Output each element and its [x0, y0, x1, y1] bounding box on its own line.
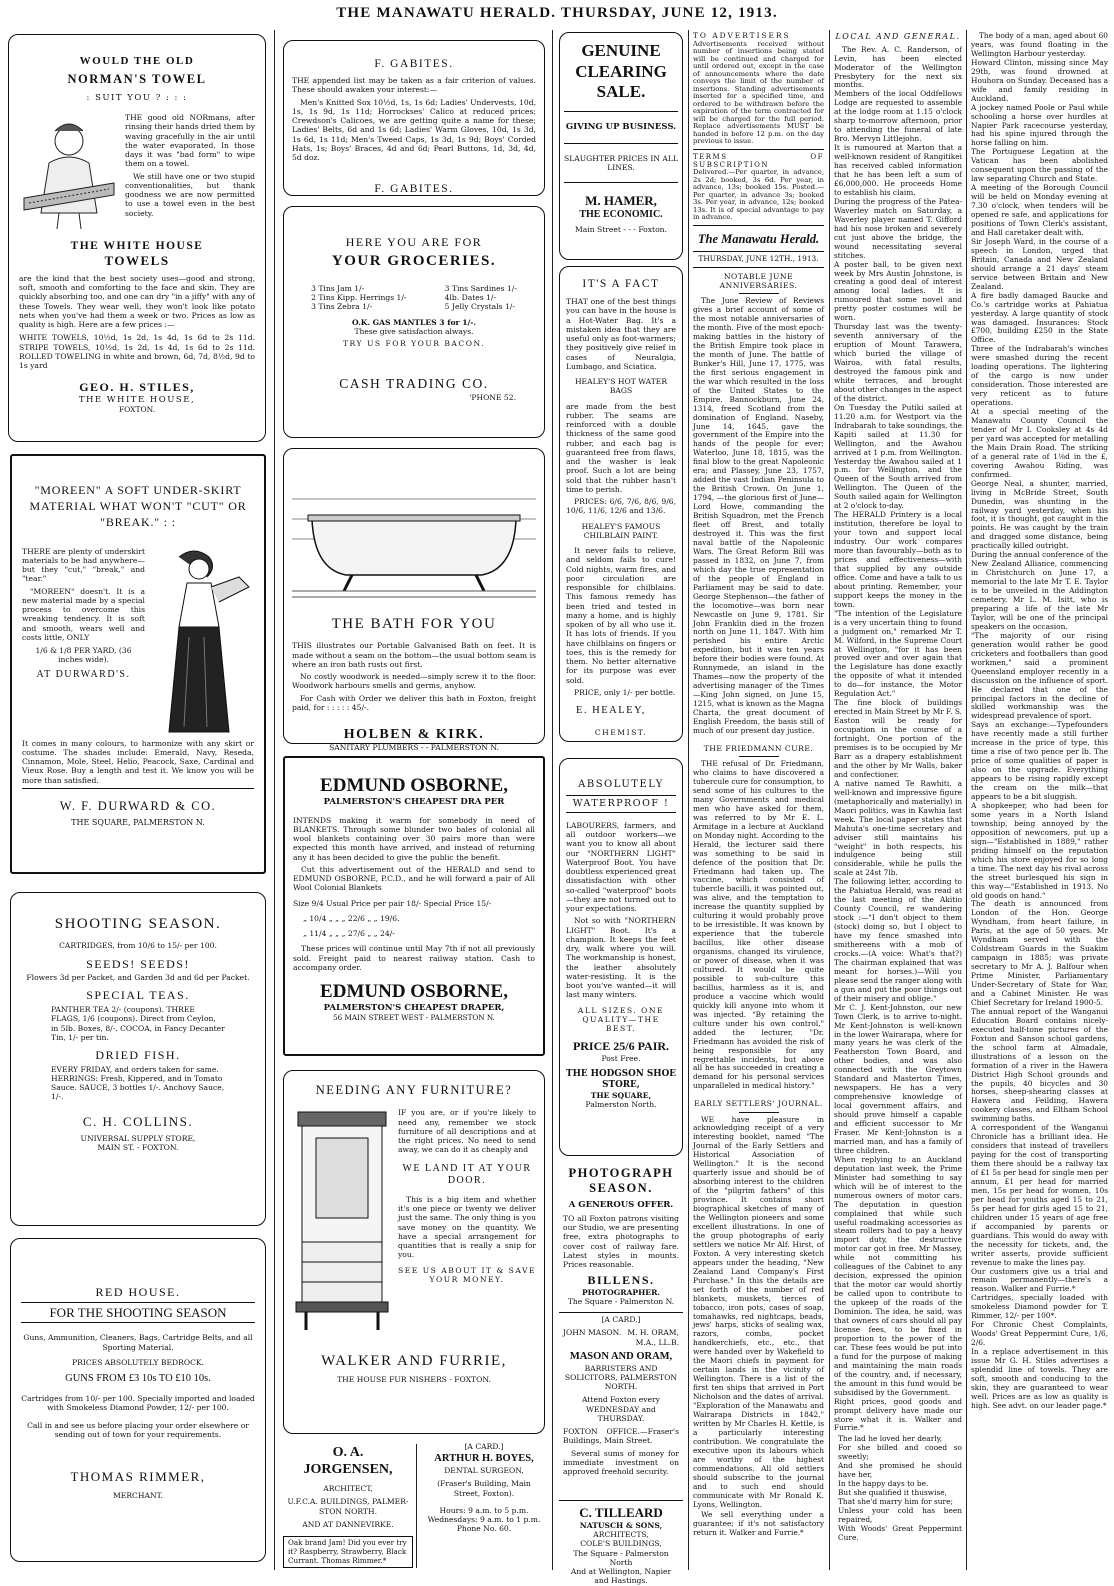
slaughter-line: SLAUGHTER PRICES IN ALL LINES. — [564, 153, 678, 172]
towel-intro: THE good old NORmans, after rinsing their hands dried them by waving gracefully in the air until the water evaporated. In those days it was "bad form" to wipe them on a towel. — [125, 113, 255, 169]
hodgson-square: THE SQUARE, — [590, 1090, 652, 1100]
gas-mantles-line: O.K. GAS MANTLES 3 for 1/-. — [351, 317, 477, 327]
tilleard-address: The Square - Palmerston North — [573, 1548, 669, 1567]
natusch-name: NATUSCH & SONS, — [579, 1520, 663, 1530]
column-rule — [274, 30, 275, 1570]
tilleard-card — [559, 1500, 683, 1586]
jorgensen-card — [283, 1440, 413, 1536]
anniversaries-article: The June Review of Reviews gives a brief account of some of the most notable anniversaries of the month. Five of the most epoch-making battles in the history of the British Empire took place in the month of June. The battle of Bunker's Hill, June 17, 1775, was the first serious engagement in the war which resulted in the loss of the United States to the Empire. Bannockburn, June 24, 1314, freed Scotland from the domination of England. Naseby, June 14, 1645, gave the government of the Empire into the hands of the people for ever; Waterloo, June 18, 1815, was the final blow to the great Napoleonic era; and Plassey, June 23, 1757, added the vast Indian Peninsula to the British Crown. On June 1, 1794, —the glorious first of June—Lord Howe, commanding the British Squadron, met the French fleet off Brest, and totally destroyed it. This was the first naval battle of the Napoleonic Wars. The Great Reform Bill was passed in 1832, on June 7, from which day the true representation of the people of England in Parliament may be said to date. George Stephenson—the father of the locomotive—was born near Newcastle on June 9, 1781. Sir John Franklin died in the frozen north on June 11, 1847. With him perished his entire Arctic expedition, but it was ten years before their bodies were found. At Runnymede, an island in the Thames—now the property of the advertising manager of the Times—King John signed, on June 15, 1215, what is known as the Magna Charta, the great document of English Freedom, the basis still of much of our present day justice. — [693, 296, 824, 735]
bather-illustration — [19, 113, 119, 233]
news-column — [971, 32, 1108, 1568]
clearing-sale-advert — [559, 32, 683, 260]
paper-title: The Manawatu Herald. — [697, 231, 820, 246]
holben-kirk-signature: HOLBEN & KIRK. — [343, 727, 485, 743]
northern-light-body: Not so with "NORTHERN LIGHT" Boot. It's a champion. It keeps the feet dry, walk where you will. The workmanship is honest, the leather absolutely water-resisting. It is the boot you've wanted—it will last many winters. — [566, 916, 676, 1000]
teas-list: PANTHER TEA 2/- (coupons). THREE FLAGS, 1/6 (coupons). Direct from Ceylon, in 5lb. Boxes, 8/-. COCOA, in Fancy Decanter Tin, 1/- per tin. — [51, 1005, 225, 1042]
osborne-heading: EDMUND OSBORNE, — [320, 775, 508, 796]
column-rule — [552, 30, 553, 1570]
settlers-article: WE have pleasure in acknowledging receipt of a very interesting booklet, named "The Journal of the Early Settlers and Historical Association of Wellington." It is the second quarterly issue and should be of absorbing interest to the children of the "pilgrim fathers" of this province. It contains short biographical sketches of many of the Wellington pioneers and some excellent illustrations. In one of the group photographs of early settlers we notice Mr Alf. Hirst, of Foxton. A very interesting sketch appears under the heading, "New Zealand Land Company's First Purchase." In this the details are set forth of the number of red blankets, muskets, tierces of tobacco, iron pots, cases of soap, tomahawks, red nightcaps, beads, jews' harps, sticks of sealing wax, razors, combs, pocket handkerchiefs, etc., etc., that were handed over by Wakefield to the Maori chiefs in payment for certain lands in the vicinity of Wellington. There is a list of the first ten ships that arrived in Port Nicholson and the dates of arrival. "Exploration of the Manawatu and Wairarapa Districts in 1842," written by Mr Charles H. Kettle, is a particularly interesting contribution. We congratulate the executive upon its labours which are worthy of the highest commendations. All old settlers should subscribe to the journal and to such end should communicate with Mr Ronald K. Lyons, Wellington. — [693, 1114, 824, 1509]
healey-title: CHEMIST. — [594, 727, 648, 737]
economic-name: THE ECONOMIC. — [579, 208, 663, 220]
bath-illustration — [292, 479, 536, 599]
mason-oram-heading: MASON AND ORAM, — [569, 1350, 673, 1362]
blanket-price-row: Size 9/4 Usual Price per pair 18/- Special Price 15/- — [293, 898, 492, 908]
rimmer-signature: THOMAS RIMMER, — [70, 1469, 206, 1485]
durward-address: THE SQUARE, PALMERSTON N. — [71, 818, 205, 828]
mason-oram-card — [559, 1312, 683, 1496]
mason-oram-office: FOXTON OFFICE.—Fraser's Buildings, Main Street. — [563, 1427, 679, 1446]
jorgensen-title: ARCHITECT, — [323, 1484, 373, 1494]
osborne-address: 56 MAIN STREET WEST - PALMERSTON N. — [333, 1012, 495, 1022]
walker-furrie-address: THE HOUSE FUR NISHERS - FOXTON. — [337, 1374, 491, 1384]
satisfaction-line: These give satisfaction always. — [354, 326, 474, 336]
white-house-title: THE WHITE HOUSE — [70, 240, 204, 253]
gabites-list: Men's Knitted Sox 10½d, 1s, 1s 6d; Ladies' Undervests, 10d, 1s, 1s 9d, 1s 11d; Horrockses' Calico at reduced prices; Crewdson's Calicoes, we are getting quite a name for these; Ladies' Belts, 6d and 1s 6d; Ladies' Warm Gloves, 10d, 1s 3d, 1s 6d, 1s 11d; Men's Tweed Caps, 1s 3d, 1s 9d; Boys' Corded Hats, 1s; Boys' Braces, 4d and 6d; Pearl Buttons, 1d, 3d, 4d, 5d doz. — [292, 97, 536, 163]
column-rule — [416, 1444, 417, 1568]
grocery-item: 5 Jelly Crystals 1/- — [444, 302, 515, 312]
moreen-at-durwards: AT DURWARD'S. — [36, 668, 131, 680]
local-general-column — [834, 32, 962, 1568]
generous-offer-heading: A GENEROUS OFFER. — [568, 1199, 674, 1210]
save-money-line: SEE US ABOUT IT & SAVE YOUR MONEY. — [398, 1265, 537, 1284]
towel-heading: WOULD THE OLD — [79, 55, 195, 67]
guns-price-line: GUNS FROM £3 10s TO £10 10s. — [65, 1373, 211, 1385]
billens-title: PHOTOGRAPHER. — [581, 1287, 661, 1297]
column-rule — [829, 30, 830, 1570]
hot-water-heading: HEALEY'S HOT WATER BAGS — [574, 377, 668, 396]
issue-date: THURSDAY, JUNE 12TH., 1913. — [698, 253, 819, 263]
towel-heading: NORMAN'S TOWEL — [67, 72, 207, 87]
photograph-body: TO all Foxton patrons visiting our Studio, we are presenting free, extra photographs to cover cost of railway fare. Latest styles in mounts. Prices reasonable. — [563, 1213, 679, 1270]
gabites-intro: THE appended list may be taken as a fair criterion of values. These should awaken your interest:— — [292, 76, 536, 95]
boyes-name: ARTHUR H. BOYES, — [434, 1453, 534, 1465]
healey-advert — [559, 266, 683, 742]
mason-name: JOHN MASON. — [563, 1328, 622, 1338]
advertisers-notice: Advertisements received without number of insertions being stated will be continued and charged for until ordered out, except in the case of announcements where the date conveys the limit of the number of insertions. Standing advertisements inserted for a specified time, and ordered to be withdrawn before the expiration of the term contracted for will be charged for the full period. Replace advertisements MUST be handed in before 12 p.m. on the day previous to issue. — [693, 39, 824, 146]
furniture-heading: NEEDING ANY FURNITURE? — [315, 1083, 513, 1097]
towel-subheading: : SUIT YOU ? : : : — [86, 92, 188, 103]
jorgensen-name: O. A. JORGENSEN, — [303, 1445, 393, 1478]
giving-up-line: GIVING UP BUSINESS. — [565, 122, 677, 133]
healey-signature: E. HEALEY, — [576, 705, 646, 717]
towels-title: TOWELS — [104, 253, 170, 269]
column-rule — [966, 30, 967, 1570]
anniversaries-heading: NOTABLE JUNE ANNIVERSARIES. — [693, 272, 824, 294]
guns-line: Guns, Ammunition, Cleaners, Bags, Cartridge Belts, and all Sporting Material. — [23, 1333, 253, 1352]
boyes-phone: Phone No. 60. — [456, 1524, 512, 1534]
mason-oram-money: Several sums of money for immediate investment on approved freehold security. — [563, 1448, 679, 1477]
bath-heading: THE BATH FOR YOU — [331, 616, 497, 632]
grocery-item: 3 Tins Zebra 1/- — [311, 302, 373, 312]
mason-card-label: [A CARD.] — [601, 1315, 641, 1324]
furniture-intro: IF you are, or if you're likely to need any, remember we stock furniture of all descriptions and at the right prices. No need to send away, we can do it as cheaply and — [398, 1108, 536, 1155]
waterproof-advert — [559, 758, 683, 1156]
cash-trading-signature: CASH TRADING CO. — [339, 376, 489, 392]
shooting-season-advert — [10, 892, 266, 1226]
tilleard-name: C. TILLEARD — [579, 1505, 663, 1520]
collins-store: UNIVERSAL SUPPLY STORE, — [80, 1133, 196, 1143]
stiles-signature: GEO. H. STILES, — [79, 380, 195, 395]
masthead: THE MANAWATU HERALD. THURSDAY, JUNE 12, 1913. — [336, 5, 778, 21]
fish-heading: DRIED FISH. — [95, 1048, 181, 1063]
mason-oram-title: BARRISTERS AND SOLICITORS, PALMERSTON NORTH. — [564, 1363, 678, 1392]
walker-furrie-signature: WALKER AND FURRIE, — [321, 1353, 507, 1370]
guarantee-notice: We sell everything under a guarantee; if it's not satisfactory return it. Walker and Furrie.* — [693, 1510, 824, 1538]
tilleard-title: ARCHITECTS, — [593, 1530, 649, 1540]
friedmann-article: THE refusal of Dr. Friedmann, who claims to have discovered a tubercule cure for consumption, to send some of his cultures to the many Governments and medical men who have asked for them, was referred to by Mr E. L. Armitage in a lecture at Auckland on Monday night. According to the Herald, the lecturer said there was something to be said in defence of the position that Dr. Friedmann had taken up. The vaccine, which consisted of tubercle bacilli, it was pointed out, was alive, and the temptation to increase the quantity supplied by culturing it would probably prove to be irresistible. It was known by experience that the tubercle bacillus, like other disease organisms, changed its virulence, or power of disease, when it was cultured. It would be quite possible to sub-culture this bacillus, harmless as it is, and produce a vaccine which would quickly kill anyone into whom it was injected. "By retaining the culture under his own control," added the lecturer, "Dr. Friedmann has avoided the risk of being responsible for any regrettable incidents, but above all he has succeeded in creating a demand for his personal services unparalleled in medical history." — [693, 759, 824, 1091]
furniture-paragraph: This is a big item and whether it's one piece or twenty we deliver just the same. The only thing is you save money on the quantity. We have a special arrangement for quantities that is really a snip for you. — [398, 1194, 536, 1260]
moreen-price: 1/6 & 1/8 PER YARD, (36 inches wide). — [35, 646, 132, 665]
mason-oram-attend: Attend Foxton every WEDNESDAY and THURSDAY. — [582, 1395, 660, 1423]
subscription-terms: Delivered.—Per quarter, in advance, 2s 2d; booked, 3s 6d. Per year, in advance, 13s; booked 15s. Posted.—Per quarter, in advance 3s; booked 3s. Per year, in advance, 12s; booked 13s. It is of special advantage to pay in advance. — [693, 168, 824, 222]
moreen-colours: It comes in many colours, to harmonize with any skirt or costume. The shades include: Emerald, Navy, Reseda, Cinnamon, Mole, Steel, Helio, Peacock, Saxe, Cardinal and Vieux Rose. Buy a length and test it. We know you will be more than satisfied. — [22, 738, 254, 785]
fact-intro: THAT one of the best things you can have in the house is a Hot-Water Bag. It's a mistaken idea that they are useful only as foot-warmers; they positively give relief in cases of Neuralgia, Lumbago, and Sciatica. — [566, 297, 676, 371]
wardrobe-illustration — [292, 1108, 392, 1334]
bacon-line: TRY US FOR YOUR BACON. — [342, 339, 486, 349]
osborne-terms: These prices will continue until May 7th if not all previously sold. Freight paid to nearest railway station. Cash to accompany order. — [293, 944, 535, 972]
sizes-line: ALL SIZES. ONE QUALITY—THE BEST. — [577, 1005, 665, 1034]
bath-intro: THIS illustrates our Portable Galvanised Bath on feet. It is made without a seam on the bottom—the usual bottom seam is where an iron bath rusts out first. — [292, 641, 536, 669]
hodgson-name: THE HODGSON SHOE STORE, — [566, 1069, 676, 1090]
boot-price: PRICE 25/6 PAIR. — [572, 1039, 670, 1054]
hamer-address: Main Street - - - Foxton. — [575, 225, 667, 235]
peppermint-poem: The lad he loved her dearly, For she billed and cooed so sweetly; And she promised he should have her, In the happy days to be. But she qualified it thuswise, That she'd marry him for sure; Unless your cold has been repaired, With Woods' Great Peppermint Cure. — [838, 1434, 962, 1542]
hodgson-town: Palmerston North. — [585, 1099, 657, 1109]
edmund-osborne-advert — [283, 756, 545, 1056]
moreen-intro: THERE are plenty of underskirt materials to be had anywhere—but they "cut," "break," and "tear." — [22, 546, 145, 584]
boyes-hours: Hours: 9 a.m. to 5 p.m. Wednesdays: 9 a.m. to 1 p.m. — [427, 1505, 541, 1525]
chilblain-body: It never fails to relieve, and seldom fails to cure! Cold nights, warm fires, and poor circulation are responsible for chilblains. This famous remedy has been tried and tested in many a home, and is highly spoken of by all who use it. It has lots of friends. If you have chilblains on fingers or toes, this is the remedy for them. No better alternative for its purpose was ever sold. — [566, 546, 676, 685]
moreen-paragraph: "MOREEN" doesn't. It is a new material made by a special process to overcome this wreaking tendency. It is soft and smooth, wears well and costs little, ONLY — [22, 586, 145, 642]
red-house-heading: RED HOUSE. — [95, 1285, 181, 1299]
gabites-signature: F. GABITES. — [374, 183, 454, 196]
collins-signature: C. H. COLLINS. — [82, 1113, 194, 1129]
towel-paragraph: We still have one or two stupid conventionalities, but thank goodness we are now permitted to use a towel even in the best society. — [125, 171, 255, 218]
jorgensen-branch: AND AT DANNEVIRKE. — [302, 1519, 394, 1529]
boyes-address: (Fraser's Building, Main Street, Foxton). — [437, 1479, 531, 1498]
advertisers-heading: TO ADVERTISERS — [693, 31, 791, 40]
waterproof-heading: WATERPROOF ! — [566, 795, 676, 813]
gabites-heading: F. GABITES. — [374, 58, 454, 70]
groceries-subheading: YOUR GROCERIES. — [331, 252, 497, 269]
blanket-price-row: „ 11/4 „ „ „ 27/6 „ „ 24/- — [303, 929, 395, 939]
red-house-advert — [10, 1238, 266, 1562]
holben-kirk-address: SANITARY PLUMBERS - - PALMERSTON N. — [329, 743, 499, 753]
moreen-advert — [10, 454, 266, 874]
groceries-advert — [283, 206, 545, 438]
seeds-heading: SEEDS! SEEDS! — [86, 956, 190, 971]
jorgensen-address: U.F.C.A. BUILDINGS, PALMER-STON NORTH. — [287, 1497, 409, 1516]
cartridges-line: Cartridges from 10/- per 100. Specially imported and loaded with Smokeless Diamond Powder, 12/- per 100. — [21, 1394, 255, 1413]
absolutely-heading: ABSOLUTELY — [578, 779, 664, 790]
local-general-heading: LOCAL AND GENERAL. — [835, 32, 961, 41]
shooting-season-heading: FOR THE SHOOTING SEASON — [21, 1302, 255, 1324]
boyes-card-label: [A CARD.] — [464, 1442, 504, 1451]
subscription-heading: TERMS OF SUBSCRIPTION — [693, 152, 824, 169]
shooting-heading: SHOOTING SEASON. — [54, 916, 222, 932]
settlers-heading: EARLY SETTLERS' JOURNAL. — [693, 1099, 824, 1112]
stiles-town: FOXTON. — [118, 405, 156, 415]
towel-advert — [8, 34, 266, 442]
tilleard-branches: And at Wellington, Napier and Hastings. — [570, 1567, 672, 1586]
tilleard-building: COLE'S BUILDINGS, — [580, 1539, 662, 1549]
osborne-signature: EDMUND OSBORNE, — [320, 981, 508, 1003]
boyes-title: DENTAL SURGEON, — [444, 1466, 524, 1476]
bedrock-line: PRICES ABSOLUTELY BEDROCK. — [72, 1357, 204, 1367]
stiles-address: THE WHITE HOUSE, — [78, 395, 196, 406]
grocery-item: 3 Tins Jam 1/- — [311, 283, 365, 293]
groceries-heading: HERE YOU ARE FOR — [345, 235, 483, 249]
osborne-intro: INTENDS making it warm for somebody in need of BLANKETS. Through some blunder two bales of colonial all wool blankets containing over 30 pairs more than were expected this month have arrived, and instead of returning any it has been decided to give the public the benefit. — [293, 815, 535, 862]
waterproof-intro: LABOURERS, farmers, and all outdoor workers—we want you to know all about our "NORTHERN LIGHT" Waterproof Boot. You have doubtless experienced great dissatisfaction with other so-called "waterproof" boots—they are not turned out to your expectations. — [566, 820, 676, 914]
moreen-heading: "MOREEN" A SOFT UNDER-SKIRT MATERIAL WHAT WON'T "CUT" OR "BREAK." : : — [29, 483, 247, 530]
chilblain-heading: HEALEY'S FAMOUS CHILBLAIN PAINT. — [581, 521, 661, 540]
genuine-heading: GENUINE — [581, 41, 661, 60]
chilblain-price: PRICE, only 1/- per bottle. — [574, 687, 676, 697]
jam-notice: Oak brand Jam! Did you ever try it? Raspberry, Strawberry, Black Currant. Thomas Rimmer.* — [283, 1536, 413, 1568]
furniture-advert — [283, 1070, 545, 1434]
hamer-name: M. HAMER, — [585, 193, 657, 209]
sale-heading: SALE. — [596, 82, 646, 102]
editorial-column — [693, 32, 824, 1568]
billens-name: BILLENS. — [587, 1273, 655, 1288]
cash-trading-phone: 'PHONE 52. — [469, 392, 516, 402]
hot-water-prices: PRICES: 6/6, 7/6, 8/6, 9/6, 10/6, 11/6, 12/6 and 13/6. — [566, 497, 676, 516]
lady-illustration — [149, 547, 254, 737]
durward-signature: W. F. DURWARD & CO. — [59, 798, 217, 813]
hot-water-body: are made from the best rubber. The seams are reinforced with a double thickness of the same good rubber, and each bag is guaranteed free from flaws, and the washer is leak proof. Such a lot are being sold that the rubber hasn't time to perish. — [566, 401, 676, 494]
land-it-heading: WE LAND IT AT YOUR DOOR. — [402, 1162, 532, 1186]
towel-body: are the kind that the best society uses—good and strong, soft, smooth and comforting to the face and skin. They are quickly absorbing too, and one can dry "in a jiffy" with any of these Towels. They wear well, they won't look like potato nets when you've had them a week or two. Prices as low as quality is high. Here are a few prices :— — [19, 273, 255, 330]
osborne-offer: Cut this advertisement out of the HERALD and send to EDMUND OSBORNE, P.C.D., and he will forward a pair of All Wool Colonial Blankets — [293, 864, 535, 893]
seeds-prices: Flowers 3d per Packet, and Garden 3d and 6d per Packet. — [26, 973, 250, 983]
clearing-heading: CLEARING — [575, 61, 667, 81]
bath-advert — [283, 448, 545, 753]
fish-list: EVERY FRIDAY, and orders taken for same. HERRINGS: Fresh, Kippered, and in Tomato Sauce. SAUCE, 3 bottles 1/-. Anchovy Sauce, 1/-. — [51, 1064, 225, 1102]
blanket-price-row: „ 10/4 „ „ „ 22/6 „ „ 19/6. — [303, 913, 400, 923]
grocery-item: 2 Tins Kipp. Herrings 1/- — [311, 293, 407, 303]
osborne-subheading: PALMERSTON'S CHEAPEST DRA PER — [323, 797, 505, 808]
bath-price: For Cash with Order we deliver this bath in Foxton, freight paid, for : : : : : 45/-. — [292, 693, 536, 712]
teas-heading: SPECIAL TEAS. — [86, 988, 190, 1003]
towel-prices: WHITE TOWELS, 10½d, 1s 2d, 1s 4d, 1s 6d to 2s 11d. STRIPE TOWELS, 10½d, 1s 2d, 1s 4d, 1s 6d to 2s 11d. ROLLED TOWELING in white and brown, 6d, 7d, 8½d, 9d to 1s yard — [19, 333, 255, 371]
boyes-card — [420, 1440, 548, 1568]
column-rule — [688, 30, 689, 1570]
news-text: The body of a man, aged about 60 years, was found floating in the Wellington Harbour yesterday. Howard Clinton, missing since May 29th, was found drowned at Houhora on Sunday. Deceased has a wife and family residing in Auckland. A jockey named Poole or Paul while schooling a horse over hurdles at Napier Park racecourse yesterday, had his spine injured through the horse falling on him. The Portuguese Legation at the Vatican has been abolished consequent upon the passing of the law separating Church and State. A meeting of the Borough Council will be held on Monday evening at 7.30 o'clock, when tenders will be opened re safe, and applications for positions of Town Clerk's assistant, and Hall caretaker dealt with. Sir Joseph Ward, in the course of a speech in London, urged that Britain, Canada and New Zealand should arrange a 21 days' steam service between Britain and New Zealand. A fire badly damaged Baucke and Co.'s cartridge works at Pahiatua yesterday. A large quantity of stock was damaged. Insurances: Stock £700, building £250 in the State Office. Three of the Indrabarah's winches were smashed during the recent loading operations. The lightering of the cargo is now under consideration. Those interested are very reticent as to future operations. At a special meeting of the Manawatu County Council the tender of Mr I. Cooksley at 4s 4d per yard was accepted for metalling the Main Drain Road. The striking of a general rate of 1⅛d in the £, covering Awahou Riding, was confirmed. George Neal, a shunter, married, living in McBride Street, South Dunedin, was shunting in the railway yard yesterday, when his foot, it is thought, got caught in the points. He was caught by the train and dragged some distance, being practically killed outright. During the annual conference of the New Zealand Alliance, commencing in Christchurch on June 17, a memorial to the late Mr T. E. Taylor is to be unveiled in the Addington cemetery. Mr L. M. Isitt, who is preparing a life of the late Mr Taylor, will be one of the principal speakers on the occasion. "The majority of our rising generation would rather be good cricketers and footballers than good workmen," said a prominent Queensland employer recently in a discussion on the influence of sport. He declared that one of the principal factors in the decline of skilled workmanship was the widespread prevalence of sport. Says an exchange:—Typefounders have recently made a still further increase in the price of type, this time a rise of two pence per lb. The price of some qualities of paper is also on the upgrade. Everything appears to be rising rapidly except the cream on the milk—that appears to be a bit sluggish. A shopkeeper, who had been for some years in a North Island township, being annoyed by the opposition of newcomers, put up a sign—"Established in 1889," rather priding himself on the reputation which his store enjoyed for so long a time. The next day his rival across the street burlesqued his sign in this way—"Established in 1913. No old goods on hand." The death is announced from London of the Hon. George Wyndham, from heart failure, in Paris, at the age of 50 years. Mr Wyndham served with the Coldstream Guards in the Suakim campaign in 1885; was private secretary to Mr A. J. Balfour when Prime Minister, Parliamentary Under-Secretary of State for War, and a Cabinet Minister. He was Chief Secretary for Ireland 1900-5. The annual report of the Wanganui Education Board contains nicely-executed half-tone pictures of the Foxton and Sanson school gardens, the school farm at Almadale, illustrations of a lesson on the formation of a river in the Hawera District High School grounds and the pupils, 40 bicycles and 30 horses, sheep-shearing classes at Hawera and Feilding, Hawera cookery classes, and Eltham School swimming baths. A correspondent of the Wanganui Chronicle has a brilliant idea. He considers that instead of travellers paying for the cost of transporting them there should be a railway tax of £1 5s per head for single men per annum, £1 per head for married men, 15s per head for women, 10s per head for youths aged 15 to 21, 5s per head for girls aged 15 to 21, children under 15 years of age free if accompanied by parents or guardians. This would do away with the necessity for tickets, and, the writer asserts, provide sufficient revenue to make the lines pay. Our customers give us a trial and remain permanently—there's a reason. Walker and Furrie.* Cartridges, specially loaded with smokeless Diamond powder for T. Rimmer, 12/- per 100*. For Chronic Chest Complaints, Woods' Great Peppermint Cure, 1/6, 2/6. In a replace advertisement in this issue Mr G. H. Stiles advertises a splendid line of towels. They are soft, smooth and conducing to the skin, they are guaranteed to wear well. Prices are as low as quality is high. See advt. on our leader page.* — [971, 31, 1108, 1410]
oram-name: M. H. ORAM, M.A., LL.B. — [627, 1328, 679, 1347]
gabites-advert — [283, 40, 545, 196]
friedmann-heading: THE FRIEDMANN CURE. — [693, 744, 824, 757]
bath-woodwork: No costly woodwork is needed—simply screw it to the floor. Woodwork harbours smells and germs, anyhow. — [292, 672, 536, 691]
osborne-tagline: PALMERSTON'S CHEAPEST DRAPER, — [323, 1003, 505, 1014]
season-heading: SEASON. — [589, 1181, 653, 1196]
grocery-item: 3 Tins Sardines 1/- — [444, 283, 517, 293]
collins-address: MAIN ST. - FOXTON. — [97, 1142, 179, 1152]
call-in-line: Call in and see us before placing your order elsewhere or sending out of town for your requirements. — [27, 1420, 249, 1439]
post-free-line: Post Free. — [601, 1053, 641, 1063]
cartridge-prices: CARTRIDGES, from 10/6 to 15/- per 100. — [59, 941, 217, 951]
fact-heading: IT'S A FACT — [582, 278, 660, 290]
local-general-text: The Rev. A. C. Randerson, of Levin, has been elected Moderator of the Wellington Presbytery for the next six months. Members of the local Oddfellows Lodge are requested to assemble at the lodge room at 1.15 o'clock sharp to-morrow afternoon, prior to attending the funeral of late Bro. Mervyn Littlejohn. It is rumoured at Marton that a well-known resident of Rangitikei has received cabled information that he has been left a sum of £6,000,000. He proceeds Home to establish his claim. During the progress of the Patea-Waverley match on Saturday, a Waverley player named T. Gifford had his nose broken and severely cut just above the bridge, the wound necessitating several stitches. A poster ball, to be given next week by Mrs Austin Johnstone, is creating a good deal of interest among local ladies. It is rumoured that some novel and pretty poster costumes will be worn. Thursday last was the twenty-seventh anniversary of the eruption of Mount Tarawera, which buried the village of Wairoa, with fatal results, destroyed the famous pink and white terraces, and brought about other changes in the aspect of the district. On Tuesday the Putiki sailed at 11.20 a.m. for Westport via the Indrabarah to take soundings, the Kapiti sailed at 11.30 for Wellington, and the Awahou arrived at 1 p.m. from Wellington. Yesterday the Awahou sailed at 1 p.m. for Wellington, and the Queen of the South arrived from Wellington. The Queen of the South sailed again for Wellington at 2 o'clock to-day. The HERALD Printery is a local institution, therefore be loyal to your town and support local industry. Our work compares more than favourably—both as to prices and effectiveness—with that supplied by any outside office. Come and have a talk to us about printing. Remember, your support keeps the money in the town. "The intention of the Legislature is a very uncertain thing to found a judgment on," remarked Mr T. M. Wilford, in the Supreme Court at Wellington, "for it has been proved over and over again that the Legislature has done exactly the opposite of what it intended to do—for instance, the Motor Regulation Act." The fine block of buildings erected in Main Street by Mr F. S. Easton will be ready for occupation in the course of a fortnight. One portion of the premises is to be occupied by Mr Barr as a drapery establishment and the other by Mr Walls, baker and confectioner. A native named Te Rawhiti, a well-known and impressive figure (metaphorically and materially) in Maori politics, was in Kawhia last week. The local paper states that Mahuta's one-time secretary and adviser still maintains his "weight" in both respects, his indulgence being still considerable, while he pulls the scale at 24st 7lb. The following letter, according to the Pahiatua Herald, was read at the last meeting of the Akitio County Council, re wandering stock :—"I don't object to them (stock) doing so, but I object to have my fence smashed into smithereens with a mob of crocks.—(A voice: What's that?) The chairman explained that was meant for horses.)—Will you please send the ranger along with a gun and put the poor things out of their misery and oblige." Mr C. J. Kent-Johnston, our new Town Clerk, is to arrive to-night. Mr Kent-Johnston is well-known in the lower Wairarapa, where for many years he was clerk of the Featherston Town Board, and other bodies, and was also connected with the Greytown Standard and Masterton Times, newspapers. He has a very comprehensive knowledge of local government affairs, and should prove himself a capable and efficient successor to Mr Fraser. Mr Kent-Johnston is a married man, and has a family of three children. When replying to an Auckland deputation last week, the Prime Minister had something to say which will be of interest to the numerous owners of motor cars. The deputation in question complained that while such useful roadmaking accessories as steam rollers had to pay a heavy import duty, the destructive motor car got in free. Mr Massey, while not committing his colleagues of the Cabinet to any decision, expressed the opinion that the motor car would shortly be called upon to contribute to the upkeep of the roads of the Dominion. The idea, he said, was that owners of cars should all pay license fees, to be fixed in proportion to the power of the car. These fees would be put into a fund for the purpose of making and maintaining the main roads of the country, and, if necessary, the amount in this fund would be subsidised by the Government. Right prices, good goods and prompt delivery have made our store what it is. Walker and Furrie.* — [834, 44, 963, 1433]
rimmer-title: MERCHANT. — [113, 1490, 163, 1500]
grocery-item: 4lb. Dates 1/- — [444, 293, 497, 303]
photograph-heading: PHOTOGRAPH — [568, 1166, 674, 1180]
photograph-advert — [559, 1160, 683, 1307]
billens-address: The Square - Palmerston N. — [567, 1297, 675, 1307]
